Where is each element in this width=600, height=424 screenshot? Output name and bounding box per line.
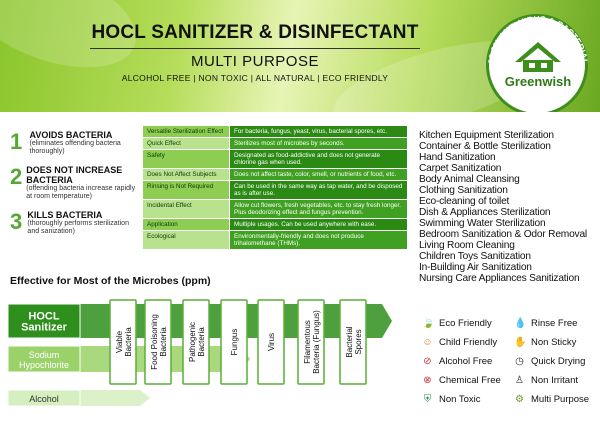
gear-icon: ⚙ xyxy=(515,394,524,405)
property-label: Quick Drying xyxy=(531,356,586,367)
header-text xyxy=(70,22,440,83)
benefit-item xyxy=(10,210,140,236)
feature-value: Sterilizes most of microbes by seconds. xyxy=(230,138,407,149)
benefit-heading: KILLS BACTERIA xyxy=(27,210,103,220)
property-item xyxy=(422,356,492,367)
feature-row xyxy=(143,181,407,199)
application-item: Eco-cleaning of toilet xyxy=(419,196,510,207)
feature-key: Quick Effect xyxy=(143,138,229,149)
shield-icon: ⛨ xyxy=(423,394,432,405)
application-item: Carpet Sanitization xyxy=(419,163,502,174)
property-item xyxy=(514,318,577,329)
feature-row xyxy=(143,150,407,168)
property-label: Chemical Free xyxy=(439,375,501,386)
property-label: Eco Friendly xyxy=(439,318,492,329)
benefit-description: (offending bacteria increase rapidly at room temperature) xyxy=(26,185,136,200)
application-item: Bedroom Sanitization & Odor Removal xyxy=(419,229,587,240)
brand-name: Greenwish xyxy=(504,74,572,89)
property-label: Multi Purpose xyxy=(531,394,590,405)
application-item: In-Building Air Sanitization xyxy=(419,262,532,273)
application-item: Hand Sanitization xyxy=(419,152,496,163)
property-label: Alcohol Free xyxy=(439,356,493,367)
property-item xyxy=(514,375,578,386)
property-label: Child Friendly xyxy=(439,337,498,348)
header-banner xyxy=(0,0,600,112)
property-label: Non Sticky xyxy=(531,337,577,348)
person-icon: ♙ xyxy=(515,375,524,386)
application-item: Children Toys Sanitization xyxy=(419,251,531,262)
benefit-heading: DOES NOT INCREASE BACTERIA xyxy=(26,165,123,185)
application-item: Kitchen Equipment Sterilization xyxy=(419,130,554,141)
feature-row xyxy=(143,169,407,180)
benefit-number: 1 xyxy=(10,129,23,154)
hand-icon: ✋ xyxy=(514,337,527,348)
feature-value: Designated as food-addictive and does not generate chlorine gas when used. xyxy=(230,150,407,168)
application-item: Clothing Sanitization xyxy=(419,185,508,196)
leaf-icon: 🍃 xyxy=(422,318,435,329)
property-item xyxy=(422,375,501,386)
feature-row xyxy=(143,231,407,249)
target-label: Virus xyxy=(267,332,276,352)
agent-label: Sanitizer xyxy=(21,321,67,334)
feature-row xyxy=(143,126,407,137)
brand-logo xyxy=(480,6,596,112)
benefit-item xyxy=(10,130,140,156)
benefit-number: 3 xyxy=(10,209,23,234)
agent-label: Alcohol xyxy=(29,394,59,404)
target-label: PathogenicBacteria xyxy=(188,321,206,363)
target-label: BacterialSpores xyxy=(345,326,363,358)
agent-label: Sodium xyxy=(28,350,60,360)
application-item: Container & Bottle Sterilization xyxy=(419,141,551,152)
water-drops-icon: 💧 xyxy=(514,318,527,329)
benefits-list xyxy=(10,130,140,245)
feature-row xyxy=(143,219,407,230)
feature-key: Does Not Affect Subjects xyxy=(143,169,229,180)
feature-key: Incidental Effect xyxy=(143,200,229,218)
no-alcohol-icon: ⊘ xyxy=(423,356,432,367)
agent-label: HOCL xyxy=(28,310,60,323)
benefit-text xyxy=(26,165,140,201)
applications-list xyxy=(419,130,599,284)
benefit-item xyxy=(10,165,140,201)
feature-row xyxy=(143,200,407,218)
feature-value: For bacteria, fungus, yeast, virus, bacterial spores, etc. xyxy=(230,126,407,137)
feature-key: Safety xyxy=(143,150,229,168)
target-label: Fungus xyxy=(230,328,239,356)
feature-value: Does not affect taste, color, smell, or nutrients of food, etc. xyxy=(230,169,407,180)
feature-value: Multiple usages. Can be used anywhere with ease. xyxy=(230,219,407,230)
property-label: Non Irritant xyxy=(531,375,578,386)
feature-key: Ecological xyxy=(143,231,229,249)
property-item xyxy=(514,337,576,348)
child-icon: ☺ xyxy=(422,337,433,348)
feature-value: Environmentally-friendly and does not produce trihalomethane (THMs). xyxy=(230,231,407,249)
no-chemical-icon: ⊗ xyxy=(423,375,432,386)
property-item xyxy=(514,356,585,367)
property-item xyxy=(422,337,497,348)
page-tagline: ALCOHOL FREE | NON TOXIC | ALL NATURAL | ECO FRIENDLY xyxy=(121,73,389,83)
benefit-heading: AVOIDS BACTERIA xyxy=(29,130,113,140)
feature-key: Versatile Sterilization Effect xyxy=(143,126,229,137)
feature-row xyxy=(143,138,407,149)
page-subtitle: MULTI PURPOSE xyxy=(191,53,319,70)
timer-icon: ◷ xyxy=(515,356,524,367)
feature-key: Application xyxy=(143,219,229,230)
application-item: Nursing Care Appliances Sanitization xyxy=(419,273,580,284)
feature-key: Rinsing is Not Required xyxy=(143,181,229,199)
application-item: Dish & Appliances Sterilization xyxy=(419,207,551,218)
house-icon xyxy=(513,40,563,74)
benefit-description: (eliminates offending bacteria thoroughly) xyxy=(29,140,121,155)
features-table xyxy=(143,126,407,250)
property-label: Non Toxic xyxy=(439,394,481,405)
property-item xyxy=(422,318,492,329)
page-title: HOCL SANITIZER & DISINFECTANT xyxy=(91,22,419,43)
property-item xyxy=(422,394,481,405)
feature-value: Can be used in the same way as tap water, and be disposed as is after use. xyxy=(230,181,407,199)
property-item xyxy=(514,394,589,405)
benefit-text xyxy=(27,210,140,236)
benefit-text xyxy=(30,130,141,156)
target-label: Food PoisoningBacteria xyxy=(150,314,168,370)
microbes-chart xyxy=(0,292,410,412)
agent-range-arrow xyxy=(80,390,150,406)
agent-label: Hypochlorite xyxy=(18,360,70,370)
title-divider xyxy=(90,48,420,49)
benefit-number: 2 xyxy=(10,164,23,189)
benefit-description: (thoroughly performs sterilization and sanization) xyxy=(27,220,129,235)
target-label: FilamentousBacteria (Fungus) xyxy=(303,310,321,374)
property-label: Rinse Free xyxy=(531,318,578,329)
application-item: Living Room Cleaning xyxy=(419,240,515,251)
feature-value: Allow cut flowers, fresh vegetables, etc. to stay fresh longer. Plus deodorizing effect and fungus prevention. xyxy=(230,200,407,218)
application-item: Swimming Water Sterilization xyxy=(419,218,546,229)
svg-text:99.9% ANTI VIRUS & BACTERIAL: 99.9% ANTI VIRUS & BACTERIAL xyxy=(486,13,591,65)
microbes-chart-title: Effective for Most of the Microbes (ppm) xyxy=(10,275,211,287)
target-label: ViableBacteria xyxy=(115,327,133,357)
application-item: Body Animal Cleansing xyxy=(419,174,520,185)
